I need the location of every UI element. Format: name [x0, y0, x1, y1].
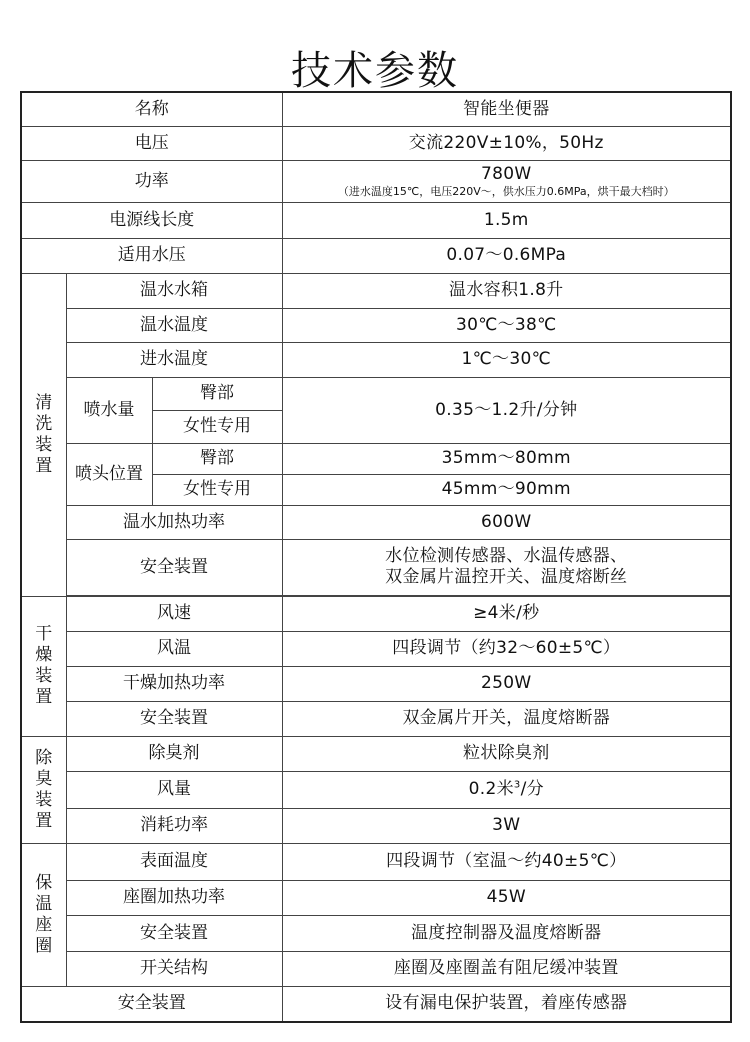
table-row: [21, 377, 731, 410]
param-label: 风温: [66, 631, 282, 666]
param-value-cell: [282, 771, 731, 808]
param-value: 温度控制器及温度熔断器: [282, 915, 731, 951]
param-value: 设有漏电保护装置，着座传感器: [282, 986, 731, 1022]
group-label-deodor: 除臭装置: [21, 736, 66, 843]
param-sublabel: 女性专用: [152, 410, 282, 443]
param-label: 风速: [66, 596, 282, 631]
table-row: [21, 342, 731, 377]
param-note: （进水温度15℃，电压220V～，供水压力0.6MPa，烘干最大档时）: [337, 184, 675, 198]
param-label: 适用水压: [21, 238, 282, 273]
group-label-seat: 保温座圈: [21, 843, 66, 986]
table-row: [21, 596, 731, 631]
param-value: 1℃～30℃: [282, 342, 731, 377]
param-value: 1.5m: [282, 202, 731, 238]
param-value: 双金属片开关，温度熔断器: [282, 701, 731, 736]
param-label: 喷头位置: [66, 443, 152, 505]
table-row: [21, 701, 731, 736]
param-label: 消耗功率: [66, 808, 282, 843]
param-value: 0.35～1.2升/分钟: [282, 377, 731, 443]
param-value: 0.07～0.6MPa: [282, 238, 731, 273]
param-label: 功率: [21, 160, 282, 202]
spec-table: [20, 91, 732, 1023]
param-label: 温水温度: [66, 308, 282, 342]
param-label: 进水温度: [66, 342, 282, 377]
param-label: 安全装置: [66, 539, 282, 595]
table-row: [21, 505, 731, 539]
param-sublabel: 臀部: [152, 377, 282, 410]
table-row: [21, 273, 731, 308]
param-value: 780W: [481, 163, 532, 184]
param-label: 除臭剂: [66, 736, 282, 771]
param-value: 45mm～90mm: [282, 474, 731, 505]
param-label: 安全装置: [66, 701, 282, 736]
param-value: 交流220V±10%，50Hz: [282, 126, 731, 160]
table-row: [21, 915, 731, 951]
table-row: [21, 631, 731, 666]
table-row: [21, 843, 731, 880]
param-sublabel: 女性专用: [152, 474, 282, 505]
page-title: 技术参数: [291, 47, 459, 94]
param-label: 温水加热功率: [66, 505, 282, 539]
table-row: [21, 238, 731, 273]
param-label: 名称: [21, 92, 282, 126]
table-row: [21, 160, 731, 202]
table-row: [21, 771, 731, 808]
table-row: [21, 92, 731, 126]
param-label: 电压: [21, 126, 282, 160]
group-label-dry: 干燥装置: [21, 596, 66, 736]
table-row: [21, 539, 731, 595]
param-label: 风量: [66, 771, 282, 808]
param-unit: /分: [520, 779, 544, 799]
param-value-cell: [282, 160, 731, 202]
param-label: 表面温度: [66, 843, 282, 880]
param-value-line: 双金属片温控开关、温度熔断丝: [385, 567, 628, 587]
table-row: [21, 202, 731, 238]
table-row: [21, 443, 731, 474]
param-value: 30℃～38℃: [282, 308, 731, 342]
param-value: 智能坐便器: [282, 92, 731, 126]
param-label: 喷水量: [66, 377, 152, 443]
param-value: 45W: [282, 880, 731, 915]
table-row: [21, 951, 731, 986]
param-value: 3W: [282, 808, 731, 843]
table-row: [21, 808, 731, 843]
param-label: 温水水箱: [66, 273, 282, 308]
table-row: [21, 308, 731, 342]
group-label-clean: 清洗装置: [21, 273, 66, 596]
param-value-cell: [282, 539, 731, 595]
param-value: 四段调节（约32～60±5℃）: [282, 631, 731, 666]
param-label: 电源线长度: [21, 202, 282, 238]
table-row: [21, 736, 731, 771]
table-row: [21, 666, 731, 701]
param-label: 安全装置: [66, 915, 282, 951]
param-label: 安全装置: [21, 986, 282, 1022]
param-value: ≥4米/秒: [282, 596, 731, 631]
table-row: [21, 986, 731, 1022]
param-value: 0.2米: [468, 779, 514, 799]
param-value: 35mm～80mm: [282, 443, 731, 474]
param-label: 干燥加热功率: [66, 666, 282, 701]
param-label: 座圈加热功率: [66, 880, 282, 915]
param-value: 四段调节（室温～约40±5℃）: [282, 843, 731, 880]
param-sublabel: 臀部: [152, 443, 282, 474]
table-row: [21, 880, 731, 915]
table-row: [21, 126, 731, 160]
param-value: 温水容积1.8升: [282, 273, 731, 308]
param-value: 250W: [282, 666, 731, 701]
param-value: 600W: [282, 505, 731, 539]
superscript: 3: [513, 779, 521, 791]
param-value-line: 水位检测传感器、水温传感器、: [385, 546, 628, 566]
param-value: 座圈及座圈盖有阻尼缓冲装置: [282, 951, 731, 986]
param-value: 粒状除臭剂: [282, 736, 731, 771]
param-label: 开关结构: [66, 951, 282, 986]
